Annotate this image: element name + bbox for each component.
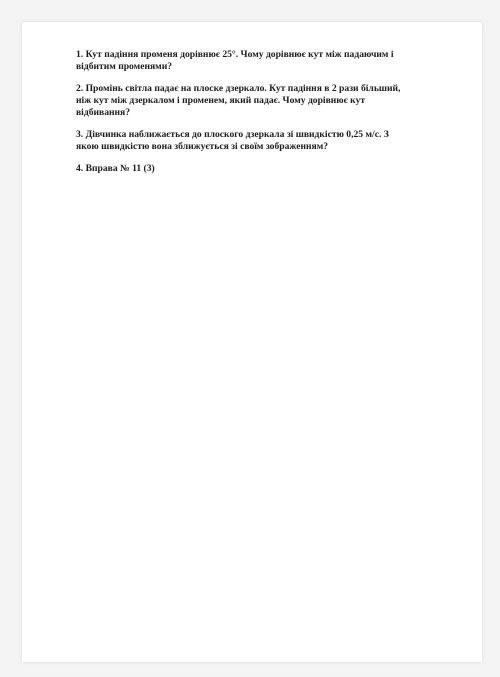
task-4: 4. Вправа № 11 (3) <box>76 163 155 174</box>
document-page <box>22 22 482 662</box>
task-2: 2. Промінь світла падає на плоске дзеркало. Кут падіння в 2 рази більший, ніж кут між дзеркалом і променем, який падає. Чому дорівнює кут відбивання? <box>76 83 401 118</box>
task-1: 1. Кут падіння променя дорівнює 25°. Чому дорівнює кут між падаючим і відбитим променями? <box>76 49 394 72</box>
task-list <box>76 49 458 185</box>
task-3: 3. Дівчинка наближається до плоского дзеркала зі швидкістю 0,25 м/с. З якою швидкістю вона зближується зі своїм зображенням? <box>76 129 389 152</box>
